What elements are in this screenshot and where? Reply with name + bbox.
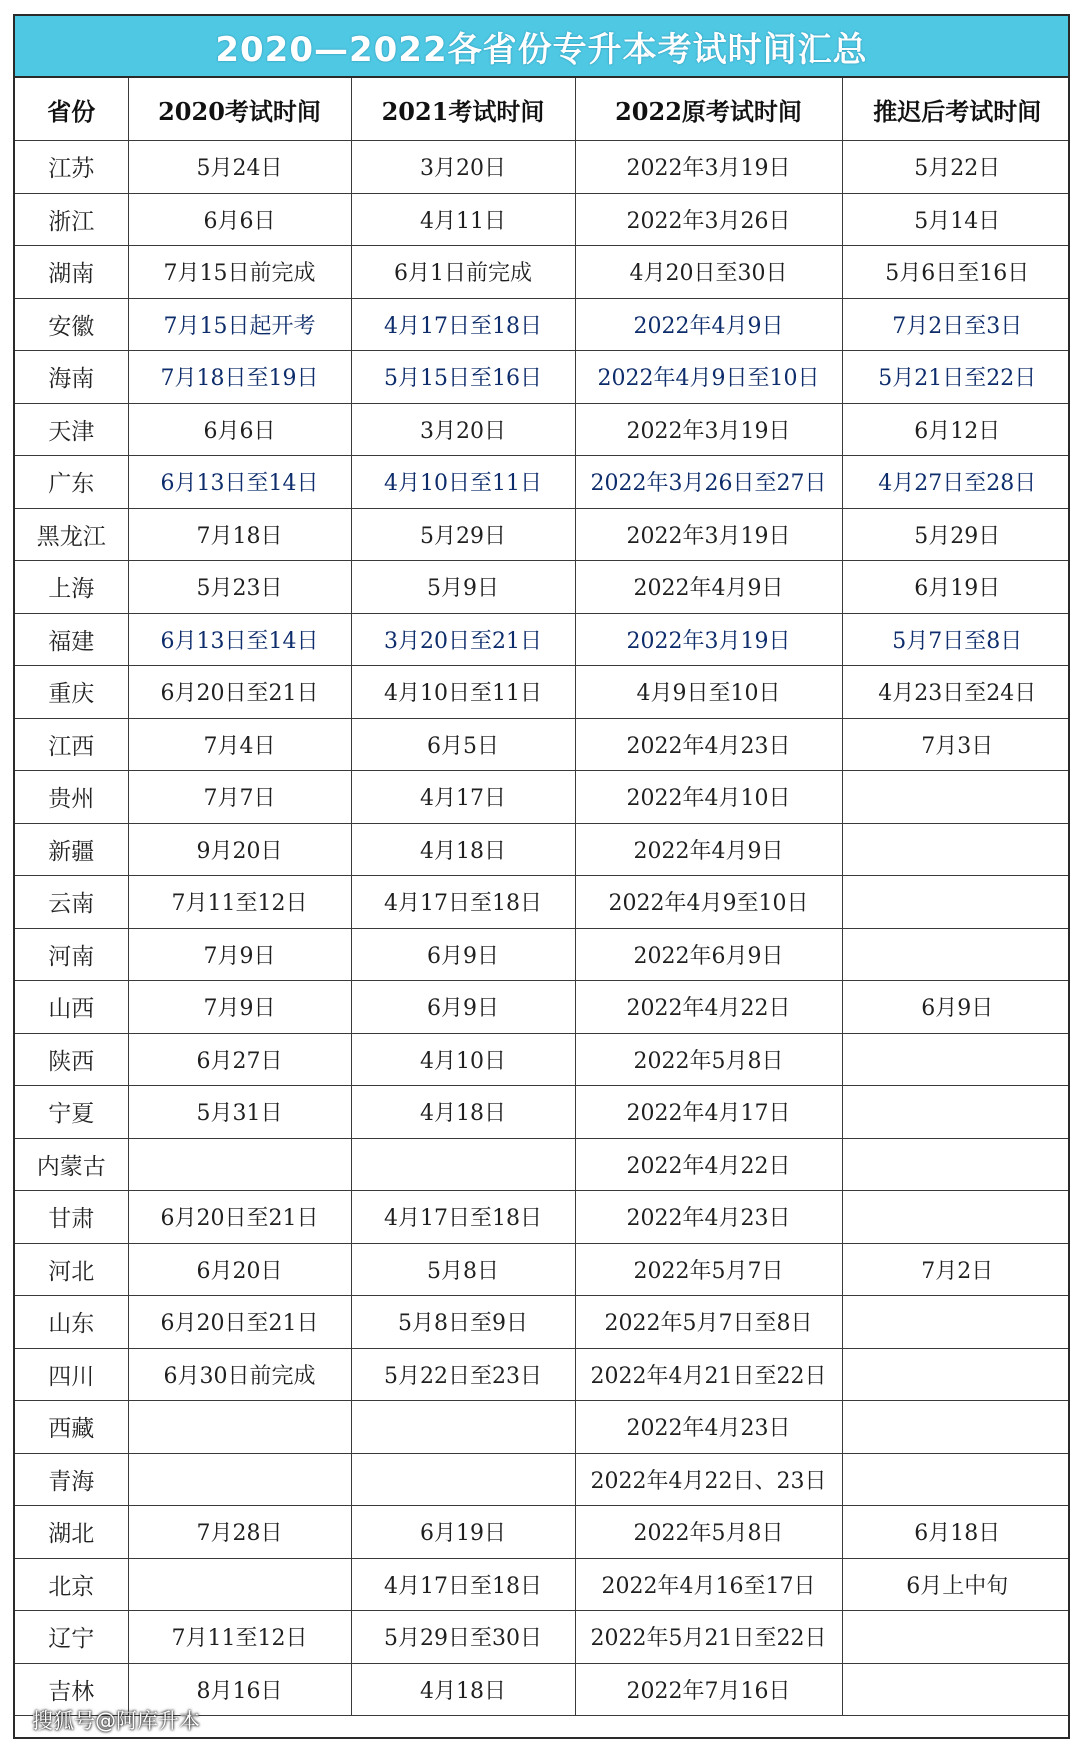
exam-2021-cell: 4月17日至18日	[351, 876, 575, 929]
exam-2020-cell: 7月15日前完成	[128, 246, 351, 299]
exam-2022-original-cell: 2022年4月9日至10日	[575, 351, 842, 404]
exam-2020-cell: 7月11至12日	[128, 1611, 351, 1664]
exam-2021-cell	[351, 1401, 575, 1454]
schedule-sheet	[13, 14, 1070, 1739]
province-cell: 山西	[15, 981, 128, 1034]
exam-postponed-cell: 6月9日	[842, 981, 1070, 1034]
exam-2021-cell: 4月10日	[351, 1033, 575, 1086]
exam-2021-cell: 5月8日	[351, 1243, 575, 1296]
exam-postponed-cell	[842, 1138, 1070, 1191]
exam-2020-cell: 7月18日至19日	[128, 351, 351, 404]
exam-2022-original-cell: 2022年4月22日	[575, 1138, 842, 1191]
exam-2021-cell: 3月20日	[351, 141, 575, 194]
exam-postponed-cell: 7月2日至3日	[842, 298, 1070, 351]
exam-2022-original-cell: 2022年4月23日	[575, 718, 842, 771]
province-cell: 黑龙江	[15, 508, 128, 561]
exam-2022-original-cell: 2022年4月23日	[575, 1401, 842, 1454]
exam-postponed-cell: 4月23日至24日	[842, 666, 1070, 719]
table-row	[15, 1611, 1070, 1664]
exam-2022-original-cell: 2022年3月19日	[575, 141, 842, 194]
province-cell: 上海	[15, 561, 128, 614]
province-cell: 云南	[15, 876, 128, 929]
exam-2022-original-cell: 2022年5月7日至8日	[575, 1296, 842, 1349]
exam-postponed-cell: 6月19日	[842, 561, 1070, 614]
province-cell: 新疆	[15, 823, 128, 876]
exam-2022-original-cell: 2022年3月19日	[575, 403, 842, 456]
exam-2020-cell: 9月20日	[128, 823, 351, 876]
exam-2022-original-cell: 2022年4月9日	[575, 561, 842, 614]
province-cell: 海南	[15, 351, 128, 404]
exam-2020-cell: 5月24日	[128, 141, 351, 194]
table-body	[15, 141, 1070, 1716]
exam-2020-cell: 6月6日	[128, 193, 351, 246]
exam-2022-original-cell: 2022年4月21日至22日	[575, 1348, 842, 1401]
table-row	[15, 193, 1070, 246]
exam-postponed-cell: 5月21日至22日	[842, 351, 1070, 404]
exam-2020-cell: 7月11至12日	[128, 876, 351, 929]
province-cell: 河南	[15, 928, 128, 981]
exam-2022-original-cell: 2022年5月7日	[575, 1243, 842, 1296]
exam-2021-cell: 5月22日至23日	[351, 1348, 575, 1401]
exam-postponed-cell: 6月18日	[842, 1506, 1070, 1559]
exam-2021-cell: 4月18日	[351, 823, 575, 876]
province-cell: 宁夏	[15, 1086, 128, 1139]
header-2022-original: 2022原考试时间	[575, 78, 842, 141]
exam-2020-cell: 5月23日	[128, 561, 351, 614]
province-cell: 广东	[15, 456, 128, 509]
province-cell: 江西	[15, 718, 128, 771]
table-row	[15, 1138, 1070, 1191]
exam-postponed-cell	[842, 876, 1070, 929]
exam-2022-original-cell: 2022年4月9日	[575, 298, 842, 351]
table-row	[15, 1558, 1070, 1611]
header-province: 省份	[15, 78, 128, 141]
table-row	[15, 981, 1070, 1034]
table-row	[15, 298, 1070, 351]
table-row	[15, 141, 1070, 194]
exam-2020-cell: 6月6日	[128, 403, 351, 456]
table-row	[15, 823, 1070, 876]
exam-2021-cell: 5月9日	[351, 561, 575, 614]
exam-postponed-cell	[842, 928, 1070, 981]
exam-postponed-cell	[842, 1296, 1070, 1349]
exam-2020-cell: 6月20日至21日	[128, 1296, 351, 1349]
exam-2020-cell: 7月15日起开考	[128, 298, 351, 351]
exam-2022-original-cell: 2022年3月26日	[575, 193, 842, 246]
exam-postponed-cell: 6月上中旬	[842, 1558, 1070, 1611]
exam-2022-original-cell: 2022年4月10日	[575, 771, 842, 824]
province-cell: 甘肃	[15, 1191, 128, 1244]
exam-2020-cell	[128, 1401, 351, 1454]
exam-2021-cell: 3月20日至21日	[351, 613, 575, 666]
table-row	[15, 1033, 1070, 1086]
exam-postponed-cell: 5月29日	[842, 508, 1070, 561]
exam-2021-cell: 5月8日至9日	[351, 1296, 575, 1349]
table-row	[15, 1243, 1070, 1296]
exam-2020-cell: 7月4日	[128, 718, 351, 771]
province-cell: 吉林	[15, 1663, 128, 1716]
exam-2021-cell: 4月10日至11日	[351, 456, 575, 509]
exam-2022-original-cell: 4月20日至30日	[575, 246, 842, 299]
province-cell: 贵州	[15, 771, 128, 824]
table-row	[15, 1348, 1070, 1401]
exam-postponed-cell	[842, 1663, 1070, 1716]
exam-2020-cell: 7月28日	[128, 1506, 351, 1559]
table-row	[15, 246, 1070, 299]
table-row	[15, 876, 1070, 929]
exam-postponed-cell	[842, 1401, 1070, 1454]
exam-2022-original-cell: 2022年4月9至10日	[575, 876, 842, 929]
exam-2022-original-cell: 2022年3月19日	[575, 508, 842, 561]
exam-2021-cell: 4月17日至18日	[351, 1558, 575, 1611]
exam-postponed-cell: 5月6日至16日	[842, 246, 1070, 299]
exam-2021-cell: 6月9日	[351, 928, 575, 981]
exam-2021-cell: 5月15日至16日	[351, 351, 575, 404]
exam-postponed-cell	[842, 1086, 1070, 1139]
exam-2021-cell: 5月29日	[351, 508, 575, 561]
table-row	[15, 1506, 1070, 1559]
exam-2020-cell: 7月7日	[128, 771, 351, 824]
province-cell: 山东	[15, 1296, 128, 1349]
exam-2022-original-cell: 2022年7月16日	[575, 1663, 842, 1716]
province-cell: 浙江	[15, 193, 128, 246]
exam-2022-original-cell: 2022年3月19日	[575, 613, 842, 666]
exam-schedule-table	[15, 78, 1070, 1716]
exam-2020-cell	[128, 1453, 351, 1506]
province-cell: 安徽	[15, 298, 128, 351]
exam-2020-cell: 7月9日	[128, 928, 351, 981]
exam-postponed-cell: 5月22日	[842, 141, 1070, 194]
header-postponed: 推迟后考试时间	[842, 78, 1070, 141]
table-row	[15, 613, 1070, 666]
exam-postponed-cell: 4月27日至28日	[842, 456, 1070, 509]
exam-2022-original-cell: 2022年4月17日	[575, 1086, 842, 1139]
title-bar	[15, 16, 1068, 78]
exam-2021-cell: 4月17日至18日	[351, 298, 575, 351]
exam-2020-cell: 6月20日至21日	[128, 1191, 351, 1244]
table-row	[15, 561, 1070, 614]
exam-2022-original-cell: 2022年5月21日至22日	[575, 1611, 842, 1664]
exam-2021-cell	[351, 1138, 575, 1191]
exam-2021-cell	[351, 1453, 575, 1506]
table-row	[15, 1296, 1070, 1349]
province-cell: 江苏	[15, 141, 128, 194]
table-row	[15, 1453, 1070, 1506]
exam-2022-original-cell: 4月9日至10日	[575, 666, 842, 719]
exam-2020-cell: 5月31日	[128, 1086, 351, 1139]
province-cell: 西藏	[15, 1401, 128, 1454]
exam-postponed-cell	[842, 1611, 1070, 1664]
exam-2020-cell: 6月27日	[128, 1033, 351, 1086]
exam-2021-cell: 4月18日	[351, 1086, 575, 1139]
exam-postponed-cell	[842, 1453, 1070, 1506]
exam-2021-cell: 4月10日至11日	[351, 666, 575, 719]
exam-2022-original-cell: 2022年4月9日	[575, 823, 842, 876]
exam-postponed-cell	[842, 823, 1070, 876]
exam-2022-original-cell: 2022年6月9日	[575, 928, 842, 981]
table-row	[15, 1401, 1070, 1454]
province-cell: 内蒙古	[15, 1138, 128, 1191]
exam-2022-original-cell: 2022年4月22日、23日	[575, 1453, 842, 1506]
exam-postponed-cell: 6月12日	[842, 403, 1070, 456]
exam-postponed-cell	[842, 1033, 1070, 1086]
province-cell: 河北	[15, 1243, 128, 1296]
table-row	[15, 666, 1070, 719]
exam-postponed-cell	[842, 1348, 1070, 1401]
exam-postponed-cell: 7月2日	[842, 1243, 1070, 1296]
exam-2021-cell: 6月19日	[351, 1506, 575, 1559]
exam-2021-cell: 4月17日至18日	[351, 1191, 575, 1244]
province-cell: 青海	[15, 1453, 128, 1506]
table-row	[15, 928, 1070, 981]
exam-2021-cell: 6月9日	[351, 981, 575, 1034]
exam-2022-original-cell: 2022年3月26日至27日	[575, 456, 842, 509]
exam-2020-cell: 6月20日	[128, 1243, 351, 1296]
table-row	[15, 403, 1070, 456]
exam-2020-cell: 6月13日至14日	[128, 456, 351, 509]
table-row	[15, 351, 1070, 404]
exam-2021-cell: 6月5日	[351, 718, 575, 771]
province-cell: 福建	[15, 613, 128, 666]
province-cell: 重庆	[15, 666, 128, 719]
exam-postponed-cell: 7月3日	[842, 718, 1070, 771]
table-row	[15, 1191, 1070, 1244]
exam-2022-original-cell: 2022年5月8日	[575, 1033, 842, 1086]
exam-2022-original-cell: 2022年4月22日	[575, 981, 842, 1034]
exam-2020-cell: 6月20日至21日	[128, 666, 351, 719]
exam-2021-cell: 4月18日	[351, 1663, 575, 1716]
exam-2021-cell: 5月29日至30日	[351, 1611, 575, 1664]
header-row	[15, 78, 1070, 141]
exam-2020-cell: 7月18日	[128, 508, 351, 561]
exam-2020-cell: 8月16日	[128, 1663, 351, 1716]
header-2021: 2021考试时间	[351, 78, 575, 141]
province-cell: 辽宁	[15, 1611, 128, 1664]
exam-2022-original-cell: 2022年4月16至17日	[575, 1558, 842, 1611]
province-cell: 北京	[15, 1558, 128, 1611]
exam-2021-cell: 4月17日	[351, 771, 575, 824]
exam-2020-cell	[128, 1138, 351, 1191]
province-cell: 湖北	[15, 1506, 128, 1559]
exam-2022-original-cell: 2022年4月23日	[575, 1191, 842, 1244]
exam-2022-original-cell: 2022年5月8日	[575, 1506, 842, 1559]
table-row	[15, 718, 1070, 771]
exam-2021-cell: 4月11日	[351, 193, 575, 246]
exam-2021-cell: 3月20日	[351, 403, 575, 456]
header-2020: 2020考试时间	[128, 78, 351, 141]
exam-postponed-cell	[842, 771, 1070, 824]
exam-2020-cell: 6月13日至14日	[128, 613, 351, 666]
exam-2020-cell	[128, 1558, 351, 1611]
watermark: 搜狐号@阿库升本	[32, 1709, 200, 1733]
table-row	[15, 771, 1070, 824]
exam-2020-cell: 6月30日前完成	[128, 1348, 351, 1401]
table-row	[15, 456, 1070, 509]
exam-postponed-cell	[842, 1191, 1070, 1244]
province-cell: 四川	[15, 1348, 128, 1401]
exam-2020-cell: 7月9日	[128, 981, 351, 1034]
exam-2021-cell: 6月1日前完成	[351, 246, 575, 299]
province-cell: 湖南	[15, 246, 128, 299]
table-row	[15, 1086, 1070, 1139]
province-cell: 陕西	[15, 1033, 128, 1086]
exam-postponed-cell: 5月7日至8日	[842, 613, 1070, 666]
exam-postponed-cell: 5月14日	[842, 193, 1070, 246]
table-row	[15, 508, 1070, 561]
page-title: 2020—2022各省份专升本考试时间汇总	[215, 29, 868, 70]
province-cell: 天津	[15, 403, 128, 456]
